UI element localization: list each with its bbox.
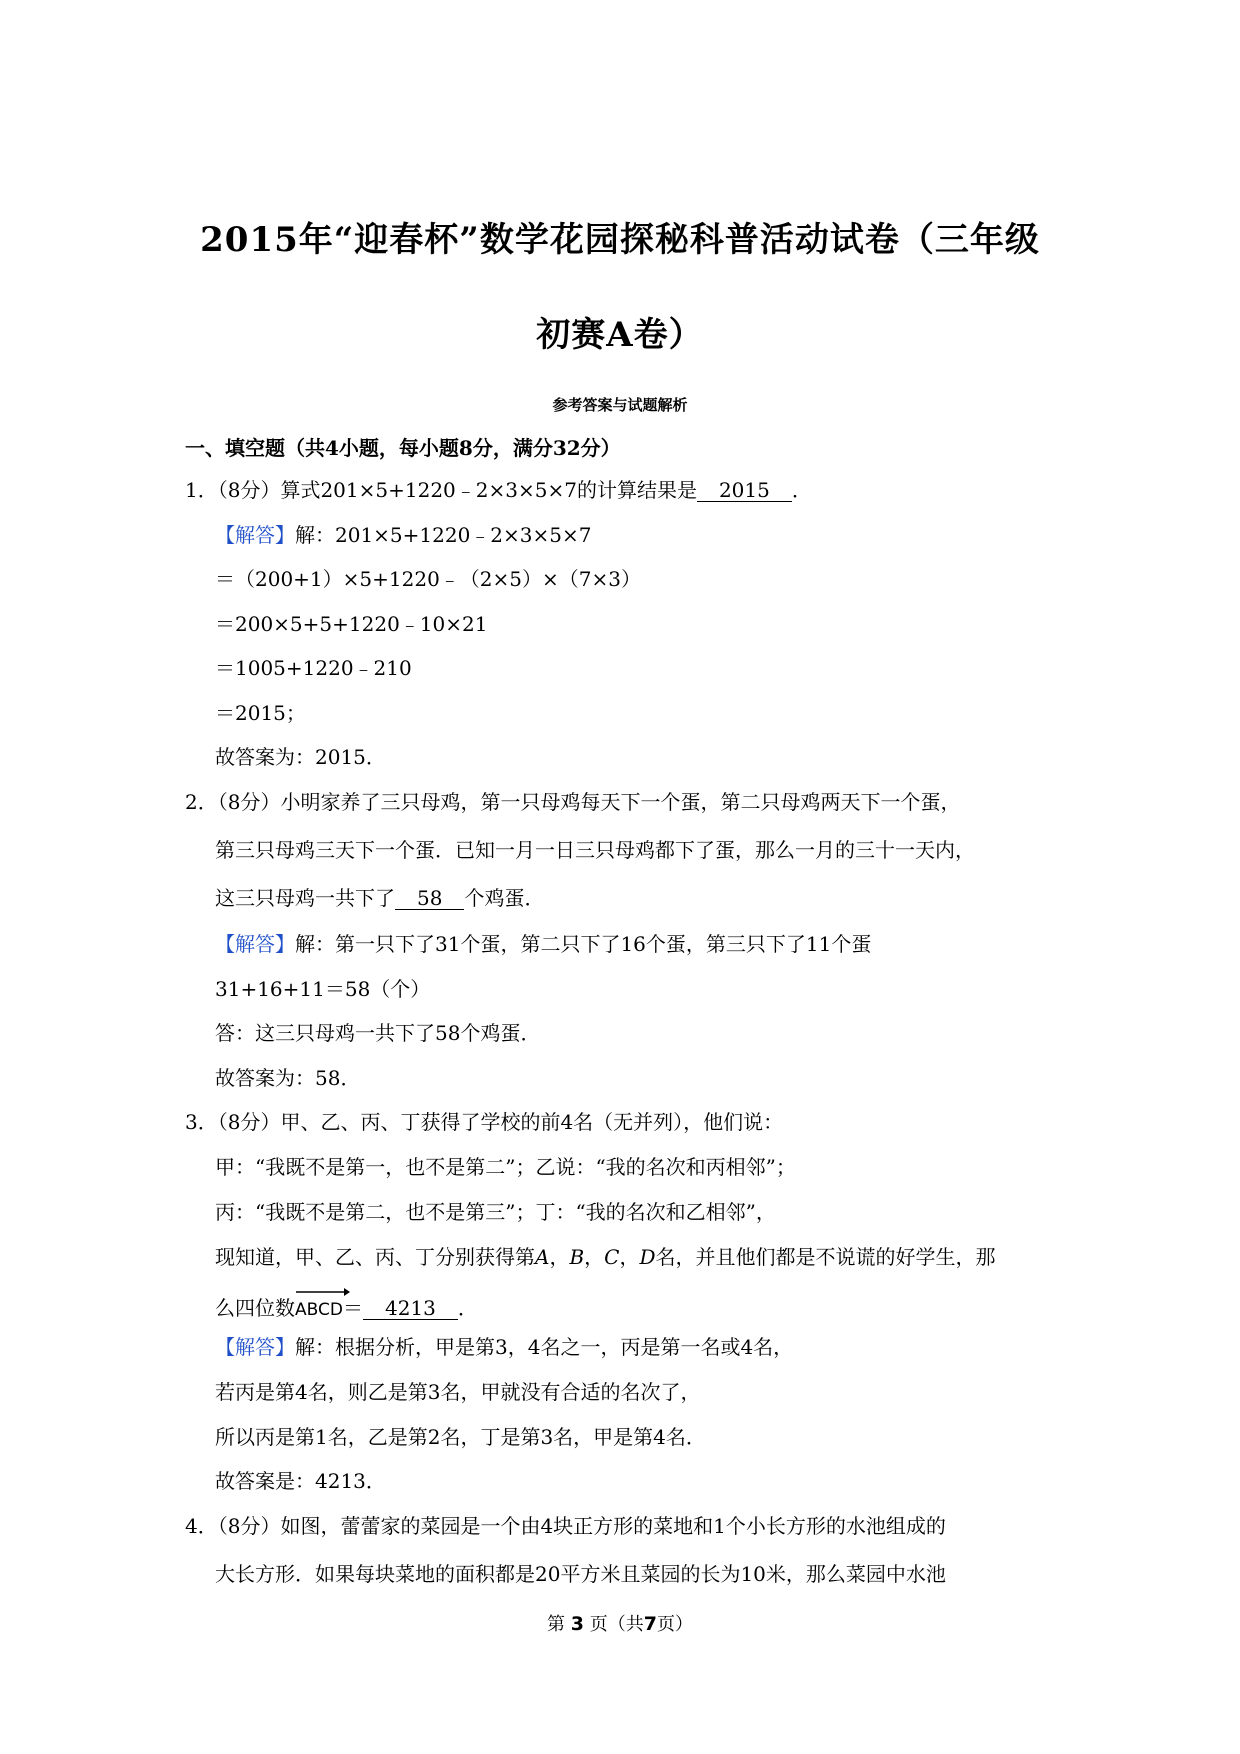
question-1-stem: 1．（8分）算式201×5+1220﹣2×3×5×7的计算结果是 2015 ． [185, 478, 812, 502]
page-number: 3 [570, 1613, 584, 1635]
document-title-line-1: 2015年“迎春杯”数学花园探秘科普活动试卷（三年级 [200, 220, 1040, 260]
question-3-stem-line-2: 甲：“我既不是第一，也不是第二”；乙说：“我的名次和丙相邻”； [215, 1155, 796, 1179]
solution-line: ＝200×5+5+1220﹣10×21 [215, 612, 488, 636]
arrow-overline-icon [295, 1286, 351, 1296]
document-title-line-2: 初赛A卷） [536, 315, 704, 355]
solution-line: 答：这三只母鸡一共下了58个鸡蛋． [215, 1021, 541, 1045]
solution-line: 所以丙是第1名，乙是第2名，丁是第3名，甲是第4名． [215, 1425, 706, 1449]
document-subtitle: 参考答案与试题解析 [552, 396, 688, 414]
final-answer: 故答案为：2015． [215, 745, 386, 769]
solution-tag: 【解答】 [215, 932, 295, 956]
question-3-stem-line-5: 么四位数 ABCD＝ 4213 ． [215, 1290, 478, 1324]
question-4-stem-line-2: 大长方形．如果每块菜地的面积都是20平方米且菜园的长为10米，那么菜园中水池 [215, 1562, 946, 1586]
question-2-stem-line-2: 第三只母鸡三天下一个蛋．已知一月一日三只母鸡都下了蛋，那么一月的三十一天内， [215, 838, 975, 862]
question-2-stem-line-1: 2．（8分）小明家养了三只母鸡，第一只母鸡每天下一个蛋，第二只母鸡两天下一个蛋， [185, 790, 961, 814]
solution-line: ＝2015； [215, 701, 306, 725]
question-3-stem-line-4: 现知道，甲、乙、丙、丁分别获得第A，B，C，D名，并且他们都是不说谎的好学生，那 [215, 1245, 996, 1269]
solution-line: 【解答】解：第一只下了31个蛋，第二只下了16个蛋，第三只下了11个蛋 [215, 932, 872, 956]
solution-line: 【解答】解：根据分析，甲是第3，4名之一，丙是第一名或4名， [215, 1335, 794, 1359]
final-answer: 故答案为：58． [215, 1066, 361, 1090]
final-answer: 故答案是：4213． [215, 1469, 386, 1493]
solution-line: 【解答】解：201×5+1220﹣2×3×5×7 [215, 523, 592, 547]
solution-line: ＝1005+1220﹣210 [215, 656, 412, 680]
page-total: 7 [643, 1613, 657, 1635]
solution-tag: 【解答】 [215, 1335, 295, 1359]
solution-line: 若丙是第4名，则乙是第3名，甲就没有合适的名次了， [215, 1380, 701, 1404]
question-text: （8分）算式201×5+1220﹣2×3×5×7的计算结果是 [217, 478, 697, 502]
solution-line: ＝（200+1）×5+1220﹣（2×5）×（7×3） [215, 567, 641, 591]
question-number: 2． [185, 790, 218, 814]
question-4-stem-line-1: 4．（8分）如图，蕾蕾家的菜园是一个由4块正方形的菜地和1个小长方形的水池组成的 [185, 1514, 946, 1538]
question-3-stem-line-3: 丙：“我既不是第二，也不是第三”；丁：“我的名次和乙相邻”， [215, 1200, 776, 1224]
answer-blank: 2015 [697, 479, 792, 502]
page-footer: 第 3 页（共7页） [547, 1613, 693, 1635]
section-heading: 一、填空题（共4小题，每小题8分，满分32分） [185, 436, 621, 460]
question-number: 3． [185, 1110, 218, 1134]
answer-blank: 58 [395, 887, 464, 910]
answer-blank: 4213 [363, 1297, 458, 1320]
question-2-stem-line-3: 这三只母鸡一共下了 58 个鸡蛋． [215, 886, 545, 910]
overline-number: ABCD [295, 1290, 343, 1324]
question-3-stem-line-1: 3．（8分）甲、乙、丙、丁获得了学校的前4名（无并列），他们说： [185, 1110, 784, 1134]
solution-line: 31+16+11＝58（个） [215, 977, 431, 1001]
question-number: 1． [185, 478, 218, 502]
question-number: 4． [185, 1514, 218, 1538]
solution-tag: 【解答】 [215, 523, 295, 547]
